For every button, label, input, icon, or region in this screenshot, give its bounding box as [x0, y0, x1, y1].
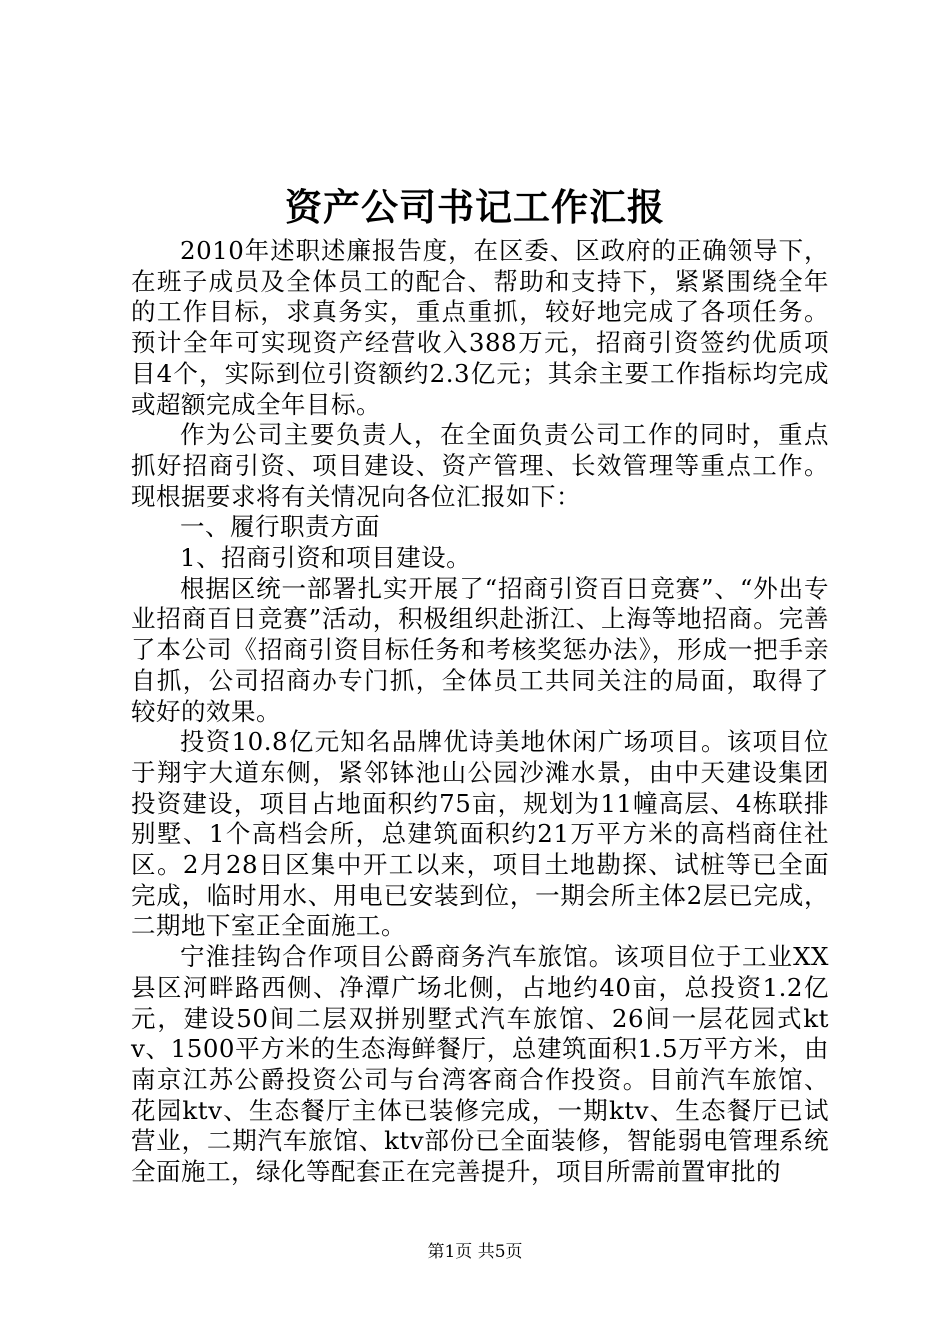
paragraph-motel-project: 宁淮挂钩合作项目公爵商务汽车旅馆。该项目位于工业XX县区河畔路西侧、净潭广场北侧，占地约40亩，总投资1.2亿元，建设50间二层双拼别墅式汽车旅馆、26间一层花园式ktv、1500平方米的生态海鲜餐厅，总建筑面积1.5万平方米，由南京江苏公爵投资公司与台湾客商合作投资。目前汽车旅馆、花园ktv、生态餐厅主体已装修完成，一期ktv、生态餐厅已试营业，二期汽车旅馆、ktv部份已全面装修，智能弱电管理系统全面施工，绿化等配套正在完善提升，项目所需前置审批的	[131, 942, 829, 1187]
section-heading: 一、履行职责方面	[180, 512, 380, 542]
document-title: 资产公司书记工作汇报	[285, 185, 665, 229]
paragraph-intro: 作为公司主要负责人，在全面负责公司工作的同时，重点抓好招商引资、项目建设、资产管理、长效管理等重点工作。现根据要求将有关情况向各位汇报如下：	[131, 420, 829, 511]
paragraph-investment-campaign: 根据区统一部署扎实开展了“招商引资百日竞赛”、“外出专业招商百日竞赛”活动，积极组织赴浙江、上海等地招商。完善了本公司《招商引资目标任务和考核奖惩办法》，形成一把手亲自抓，公司招商办专门抓，全体员工共同关注的局面，取得了较好的效果。	[131, 573, 829, 726]
paragraph-plaza-project: 投资10.8亿元知名品牌优诗美地休闲广场项目。该项目位于翔宇大道东侧，紧邻钵池山公园沙滩水景，由中天建设集团投资建设，项目占地面积约75亩，规划为11幢高层、4栋联排别墅、1个高档会所，总建筑面积约21万平方米的高档商住社区。2月28日区集中开工以来，项目土地勘探、试桩等已全面完成，临时用水、用电已安装到位，一期会所主体2层已完成，二期地下室正全面施工。	[131, 727, 829, 941]
document-body	[131, 236, 829, 1188]
page-number-footer: 第1页 共5页	[427, 1242, 523, 1262]
paragraph-summary: 2010年述职述廉报告度，在区委、区政府的正确领导下，在班子成员及全体员工的配合、帮助和支持下，紧紧围绕全年的工作目标，求真务实，重点重抓，较好地完成了各项任务。预计全年可实现资产经营收入388万元，招商引资签约优质项目4个，实际到位引资额约2.3亿元；其余主要工作指标均完成或超额完成全年目标。	[131, 236, 829, 419]
subsection-heading: 1、招商引资和项目建设。	[180, 543, 472, 573]
